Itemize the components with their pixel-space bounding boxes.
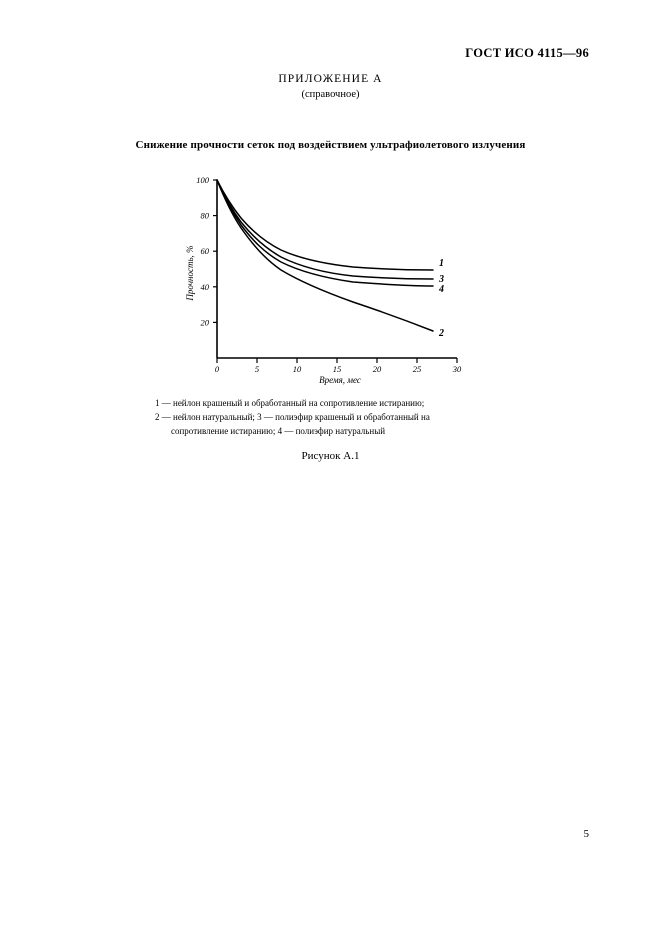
series-label-1: 1 bbox=[439, 258, 444, 269]
chart-axes bbox=[217, 180, 457, 358]
page-number: 5 bbox=[583, 828, 589, 840]
legend-line-3: сопротивление истиранию; 4 — полиэфир натуральный bbox=[171, 426, 386, 436]
y-tick-label: 60 bbox=[200, 246, 209, 257]
series-label-3: 3 bbox=[439, 274, 444, 285]
y-tick-label: 100 bbox=[196, 175, 209, 185]
figure-chart bbox=[175, 168, 475, 386]
legend-line-1: 1 — нейлон крашеный и обработанный на сопротивление истиранию; bbox=[155, 398, 425, 408]
x-tick-label: 30 bbox=[452, 364, 462, 374]
series-label-2: 2 bbox=[439, 328, 444, 339]
series-line-3 bbox=[217, 180, 433, 279]
y-axis-ticks bbox=[196, 175, 217, 327]
y-axis-title: Прочность, % bbox=[185, 245, 195, 301]
x-tick-label: 0 bbox=[214, 364, 220, 374]
standard-designation: ГОСТ ИСО 4115—96 bbox=[465, 46, 589, 60]
figure-legend bbox=[155, 396, 515, 438]
x-tick-label: 10 bbox=[292, 364, 302, 374]
annex-subtitle: (справочное) bbox=[301, 89, 360, 100]
x-tick-label: 25 bbox=[412, 364, 422, 374]
figure-caption: Рисунок А.1 bbox=[301, 450, 360, 462]
series-label-4: 4 bbox=[439, 284, 444, 295]
figure-heading: Снижение прочности сеток под воздействием ультрафиолетового излучения bbox=[135, 139, 526, 151]
y-tick-label: 80 bbox=[200, 210, 209, 221]
y-tick-label: 40 bbox=[200, 281, 209, 292]
x-tick-label: 15 bbox=[332, 364, 342, 374]
x-tick-label: 20 bbox=[372, 364, 382, 374]
y-tick-label: 20 bbox=[200, 317, 209, 328]
x-axis-title: Время, мес bbox=[319, 375, 361, 385]
series-line-1 bbox=[217, 180, 433, 270]
x-axis-ticks bbox=[215, 358, 462, 374]
annex-title: ПРИЛОЖЕНИЕ А bbox=[278, 73, 383, 85]
series-line-2 bbox=[217, 180, 433, 331]
x-tick-label: 5 bbox=[254, 364, 260, 374]
legend-line-2: 2 — нейлон натуральный; 3 — полиэфир крашеный и обработанный на bbox=[155, 412, 430, 422]
